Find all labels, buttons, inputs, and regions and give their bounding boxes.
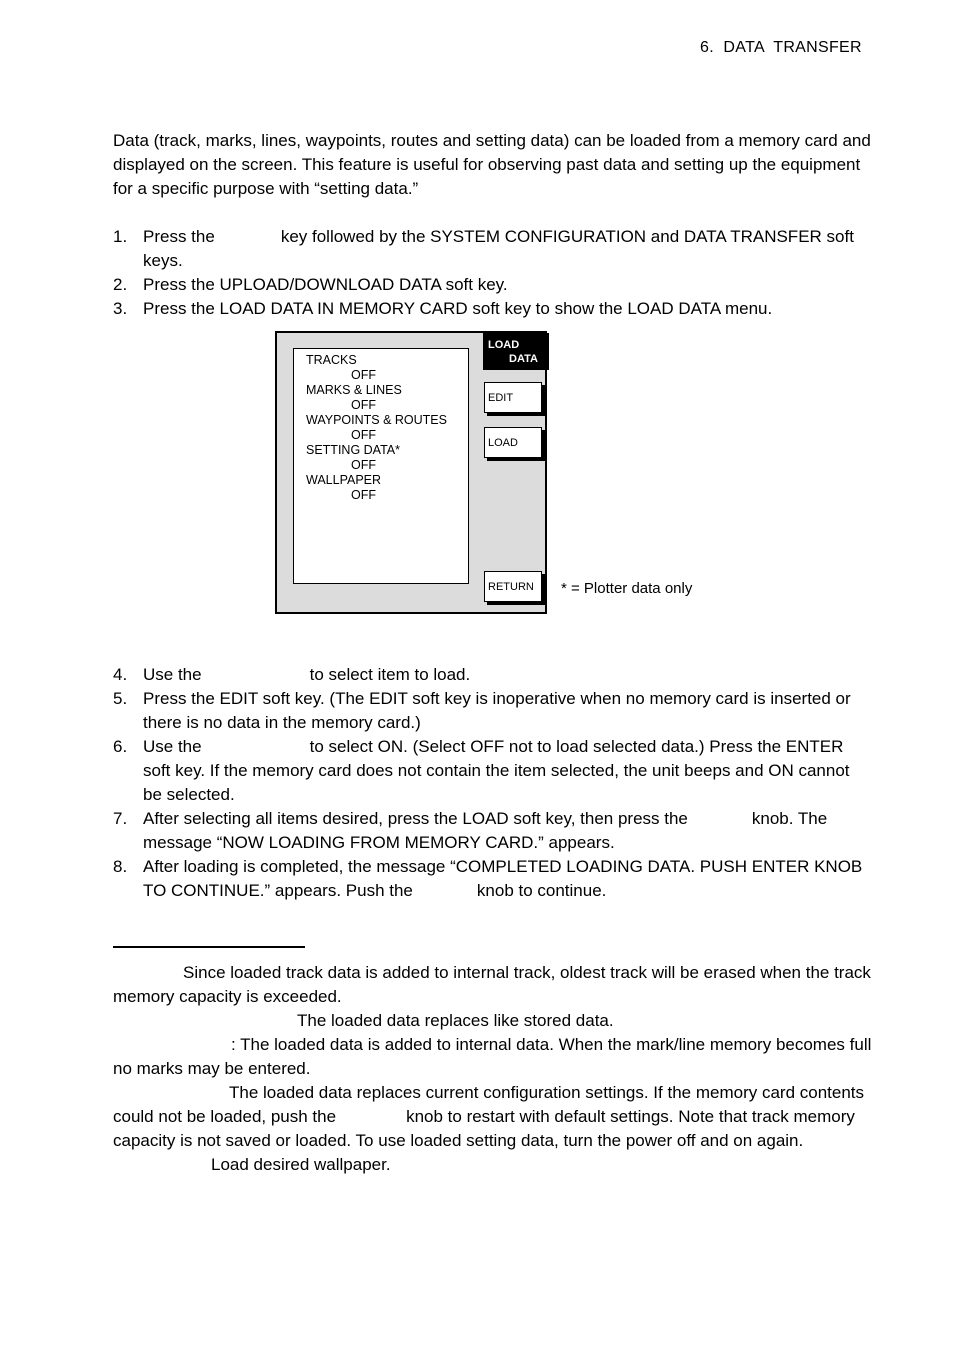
menu-item-label: WALLPAPER bbox=[306, 473, 382, 487]
step-number: 1. bbox=[113, 227, 128, 246]
step-text: Use the bbox=[143, 737, 202, 756]
steps-list-b bbox=[113, 663, 873, 903]
step-5 bbox=[113, 687, 873, 735]
note-tracks bbox=[113, 961, 873, 1009]
step-number: 8. bbox=[113, 857, 128, 876]
menu-item-value: OFF bbox=[351, 398, 376, 412]
menu-item-marks-lines[interactable] bbox=[306, 383, 447, 413]
note-text: The loaded data replaces like stored data. bbox=[297, 1011, 614, 1030]
step-6 bbox=[113, 735, 873, 807]
step-text: After selecting all items desired, press the LOAD soft key, then press the bbox=[143, 809, 688, 828]
intro-paragraph: Data (track, marks, lines, waypoints, routes and setting data) can be loaded from a memory card and displayed on the screen. This feature is useful for observing past data and setting up the equipment for a specific purpose with “setting data.” bbox=[113, 131, 871, 198]
step-number: 4. bbox=[113, 665, 128, 684]
note-text: Since loaded track data is added to internal track, oldest track will be erased when the track memory capacity is exceeded. bbox=[113, 963, 871, 1006]
note-setting bbox=[113, 1081, 873, 1153]
step-text: Press the UPLOAD/DOWNLOAD DATA soft key. bbox=[143, 275, 508, 294]
menu-item-tracks[interactable] bbox=[306, 353, 447, 383]
menu-item-wallpaper[interactable] bbox=[306, 473, 447, 503]
step-text: Press the EDIT soft key. (The EDIT soft key is inoperative when no memory card is inserted or there is no data in the memory card.) bbox=[143, 689, 851, 732]
steps-list-a bbox=[113, 225, 873, 321]
note-marks bbox=[113, 1033, 873, 1081]
note-wallpaper bbox=[113, 1153, 873, 1177]
load-softkey[interactable]: LOAD bbox=[484, 427, 542, 458]
edit-softkey[interactable]: EDIT bbox=[484, 382, 542, 413]
note-text: : The loaded data is added to internal data. When the mark/line memory becomes full no marks may be entered. bbox=[113, 1035, 872, 1078]
step-3 bbox=[113, 297, 873, 321]
step-text: knob to continue. bbox=[476, 881, 607, 900]
step-4 bbox=[113, 663, 873, 687]
step-number: 3. bbox=[113, 299, 128, 318]
menu-item-value: OFF bbox=[351, 428, 376, 442]
notes-divider bbox=[113, 946, 305, 948]
softkey-title-line2: DATA bbox=[509, 353, 538, 365]
load-data-screen bbox=[275, 331, 547, 614]
menu-item-value: OFF bbox=[351, 458, 376, 472]
menu-item-setting-data[interactable] bbox=[306, 443, 447, 473]
step-number: 6. bbox=[113, 737, 128, 756]
note-text: The loaded data replaces current configuration settings. If the memory card contents could not be loaded, push the bbox=[113, 1083, 865, 1126]
step-7 bbox=[113, 807, 873, 855]
load-data-menu bbox=[293, 348, 469, 584]
step-text: knob. The message “NOW LOADING FROM MEMORY CARD.” appears. bbox=[143, 809, 828, 852]
plotter-footnote: * = Plotter data only bbox=[561, 580, 693, 597]
step-2 bbox=[113, 273, 873, 297]
step-text: Press the LOAD DATA IN MEMORY CARD soft key to show the LOAD DATA menu. bbox=[143, 299, 773, 318]
menu-item-label: TRACKS bbox=[306, 353, 357, 367]
step-text: to select ON. (Select OFF not to load selected data.) Press the ENTER soft key. If the memory card does not contain the item selected, the unit beeps and ON cannot be selected. bbox=[143, 737, 850, 804]
section-header: 6. DATA TRANSFER bbox=[700, 39, 862, 56]
menu-item-waypoints-routes[interactable] bbox=[306, 413, 447, 443]
note-text: knob to restart with default settings. Note that track memory capacity is not saved or loaded. To use loaded setting data, turn the power off and on again. bbox=[113, 1107, 855, 1150]
step-number: 5. bbox=[113, 689, 128, 708]
menu-item-label: WAYPOINTS & ROUTES bbox=[306, 413, 447, 427]
menu-item-value: OFF bbox=[351, 488, 376, 502]
step-text: to select item to load. bbox=[309, 665, 471, 684]
softkey-title-line1: LOAD bbox=[488, 339, 520, 351]
notes-block bbox=[113, 961, 873, 1177]
step-text: key followed by the SYSTEM CONFIGURATION and DATA TRANSFER soft keys. bbox=[143, 227, 854, 270]
step-text: After loading is completed, the message “COMPLETED LOADING DATA. PUSH ENTER KNOB TO CONTINUE.” appears. Push the bbox=[143, 857, 863, 900]
step-8 bbox=[113, 855, 873, 903]
softkey-title bbox=[483, 333, 549, 370]
note-waypoints bbox=[113, 1009, 873, 1033]
step-text: Use the bbox=[143, 665, 202, 684]
return-softkey[interactable]: RETURN bbox=[484, 571, 542, 602]
step-1 bbox=[113, 225, 873, 273]
note-text: Load desired wallpaper. bbox=[211, 1155, 391, 1174]
step-number: 2. bbox=[113, 275, 128, 294]
step-number: 7. bbox=[113, 809, 128, 828]
step-text: Press the bbox=[143, 227, 215, 246]
menu-item-value: OFF bbox=[351, 368, 376, 382]
menu-item-label: MARKS & LINES bbox=[306, 383, 402, 397]
menu-item-label: SETTING DATA* bbox=[306, 443, 400, 457]
